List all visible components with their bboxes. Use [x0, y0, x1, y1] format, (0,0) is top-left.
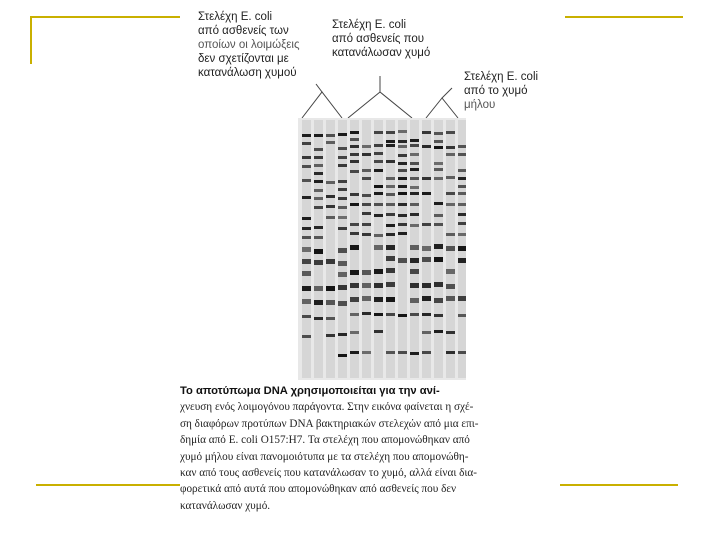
- bracket-left: [302, 92, 342, 118]
- gel-band: [302, 315, 311, 318]
- gel-band: [398, 223, 407, 226]
- gel-band: [374, 283, 383, 288]
- gel-band: [386, 213, 395, 216]
- gel-band: [458, 203, 466, 206]
- gel-band: [422, 283, 431, 288]
- gel-band: [434, 202, 443, 205]
- gel-band: [302, 142, 311, 145]
- gel-band: [410, 192, 419, 195]
- gel-band: [326, 259, 335, 264]
- gel-band: [374, 214, 383, 217]
- gel-band: [302, 196, 311, 199]
- gel-band: [374, 192, 383, 195]
- gel-band: [410, 162, 419, 165]
- gel-band: [446, 269, 455, 274]
- gel-band: [458, 213, 466, 216]
- gel-band: [398, 169, 407, 172]
- gel-band: [350, 170, 359, 173]
- gel-band: [410, 224, 419, 227]
- gel-band: [326, 216, 335, 219]
- gel-band: [314, 260, 323, 265]
- gel-band: [350, 160, 359, 163]
- gel-band: [302, 271, 311, 276]
- gel-band: [314, 134, 323, 137]
- gel-band: [350, 297, 359, 302]
- gel-band: [302, 335, 311, 338]
- gel-band: [422, 177, 431, 180]
- gel-band: [446, 351, 455, 354]
- gel-band: [350, 283, 359, 288]
- gel-band: [422, 257, 431, 262]
- gel-band: [338, 248, 347, 253]
- label-left-line-2: από ασθενείς των: [198, 25, 289, 37]
- gel-band: [386, 160, 395, 163]
- gel-band: [458, 314, 466, 317]
- gel-band: [410, 203, 419, 206]
- gel-band: [374, 297, 383, 302]
- gel-band: [302, 217, 311, 220]
- gel-electrophoresis-image: [298, 118, 466, 380]
- gel-band: [422, 145, 431, 148]
- gel-band: [314, 206, 323, 209]
- gel-lane: [362, 120, 371, 378]
- gel-band: [362, 283, 371, 288]
- gel-lane: [326, 120, 335, 378]
- top-left-rule: [30, 16, 180, 18]
- gel-band: [422, 246, 431, 251]
- gel-band: [410, 258, 419, 263]
- gel-band: [350, 223, 359, 226]
- bottom-right-rule: [560, 484, 678, 486]
- gel-band: [314, 226, 323, 229]
- gel-band: [458, 222, 466, 225]
- gel-band: [410, 168, 419, 171]
- gel-band: [302, 134, 311, 137]
- gel-band: [410, 313, 419, 316]
- gel-band: [458, 192, 466, 195]
- gel-band: [410, 352, 419, 355]
- gel-band: [386, 245, 395, 250]
- gel-bands: [298, 118, 466, 380]
- gel-band: [386, 268, 395, 273]
- gel-band: [326, 181, 335, 184]
- gel-band: [386, 131, 395, 134]
- gel-band: [302, 286, 311, 291]
- gel-band: [398, 192, 407, 195]
- gel-band: [434, 177, 443, 180]
- gel-band: [362, 177, 371, 180]
- gel-band: [410, 139, 419, 142]
- bracket-right: [426, 98, 458, 118]
- gel-band: [302, 179, 311, 182]
- gel-band: [458, 258, 466, 263]
- gel-band: [386, 193, 395, 196]
- gel-lane: [398, 120, 407, 378]
- gel-band: [410, 283, 419, 288]
- gel-band: [386, 282, 395, 287]
- gel-band: [446, 203, 455, 206]
- gel-band: [446, 233, 455, 236]
- caption-line-4: χυμό μήλου είναι πανομοιότυπα με τα στελέχη που απομονώθη-: [180, 450, 469, 463]
- label-right-line-3: μήλου: [464, 99, 496, 111]
- gel-band: [374, 144, 383, 147]
- bracket-middle: [348, 92, 412, 118]
- gel-band: [338, 216, 347, 219]
- gel-band: [374, 160, 383, 163]
- gel-band: [410, 177, 419, 180]
- gel-band: [458, 351, 466, 354]
- gel-band: [374, 152, 383, 155]
- gel-band: [434, 132, 443, 135]
- gel-band: [422, 131, 431, 134]
- top-left-bar: [30, 16, 32, 64]
- gel-band: [446, 131, 455, 134]
- gel-band: [302, 259, 311, 264]
- gel-band: [374, 313, 383, 316]
- gel-band: [338, 133, 347, 136]
- top-right-rule: [565, 16, 683, 18]
- gel-band: [302, 156, 311, 159]
- gel-band: [338, 147, 347, 150]
- caption-lead: Το αποτύπωμα DNA χρησιμοποιείται για την ανί-: [180, 385, 440, 397]
- gel-band: [410, 245, 419, 250]
- gel-band: [422, 296, 431, 301]
- gel-band: [362, 312, 371, 315]
- gel-band: [410, 153, 419, 156]
- gel-band: [314, 286, 323, 291]
- gel-band: [338, 354, 347, 357]
- gel-band: [314, 249, 323, 254]
- gel-band: [374, 131, 383, 134]
- dna-fingerprint-figure: [180, 0, 558, 540]
- gel-band: [362, 153, 371, 156]
- gel-band: [362, 351, 371, 354]
- gel-band: [314, 156, 323, 159]
- gel-band: [458, 296, 466, 301]
- gel-band: [386, 297, 395, 302]
- gel-band: [434, 298, 443, 303]
- gel-band: [350, 270, 359, 275]
- caption-line-1: χνευση ενός λοιμογόνου παράγοντα. Στην εικόνα φαίνεται η σχέ-: [180, 401, 474, 414]
- gel-band: [458, 246, 466, 251]
- gel-band: [350, 351, 359, 354]
- gel-band: [302, 236, 311, 239]
- caption-line-5: καν από τους ασθενείς που κατανάλωσαν το χυμό, αλλά είναι δια-: [180, 467, 477, 480]
- gel-band: [422, 192, 431, 195]
- gel-band: [350, 138, 359, 141]
- gel-band: [458, 177, 466, 180]
- gel-band: [350, 193, 359, 196]
- gel-band: [434, 282, 443, 287]
- label-middle-line-1: Στελέχη E. coli: [332, 19, 407, 31]
- gel-band: [386, 203, 395, 206]
- gel-band: [422, 331, 431, 334]
- gel-band: [326, 317, 335, 320]
- gel-band: [362, 169, 371, 172]
- gel-band: [362, 145, 371, 148]
- gel-band: [338, 261, 347, 266]
- gel-band: [398, 140, 407, 143]
- gel-band: [350, 331, 359, 334]
- gel-band: [386, 140, 395, 143]
- gel-band: [398, 351, 407, 354]
- gel-band: [422, 223, 431, 226]
- gel-band: [446, 246, 455, 251]
- gel-band: [422, 313, 431, 316]
- gel-band: [386, 144, 395, 147]
- gel-band: [314, 180, 323, 183]
- gel-band: [434, 244, 443, 249]
- gel-band: [386, 224, 395, 227]
- gel-band: [386, 177, 395, 180]
- gel-band: [314, 197, 323, 200]
- gel-band: [398, 185, 407, 188]
- gel-band: [410, 298, 419, 303]
- label-left-line-5: κατανάλωση χυμού: [198, 67, 297, 79]
- bracket-right-tail: [442, 88, 452, 98]
- gel-band: [446, 331, 455, 334]
- gel-band: [314, 148, 323, 151]
- gel-band: [338, 301, 347, 306]
- gel-band: [338, 156, 347, 159]
- bottom-left-rule: [36, 484, 180, 486]
- gel-band: [350, 245, 359, 250]
- gel-band: [458, 169, 466, 172]
- gel-band: [362, 203, 371, 206]
- gel-band: [434, 162, 443, 165]
- label-left-line-1: Στελέχη E. coli: [198, 11, 273, 23]
- gel-band: [434, 330, 443, 333]
- gel-band: [338, 272, 347, 277]
- gel-band: [326, 334, 335, 337]
- gel-band: [458, 145, 466, 148]
- label-right-line-1: Στελέχη E. coli: [464, 71, 539, 83]
- gel-band: [398, 232, 407, 235]
- gel-band: [374, 245, 383, 250]
- gel-band: [326, 134, 335, 137]
- gel-band: [386, 351, 395, 354]
- gel-band: [434, 140, 443, 143]
- gel-band: [362, 233, 371, 236]
- gel-band: [434, 223, 443, 226]
- gel-band: [446, 153, 455, 156]
- gel-band: [386, 233, 395, 236]
- gel-band: [314, 300, 323, 305]
- gel-band: [338, 227, 347, 230]
- gel-band: [398, 130, 407, 133]
- gel-band: [374, 185, 383, 188]
- gel-band: [386, 256, 395, 261]
- caption-line-6: φορετικά από αυτά που απομονώθηκαν από ασθενείς που δεν: [180, 483, 457, 496]
- gel-band: [326, 195, 335, 198]
- gel-band: [398, 162, 407, 165]
- gel-band: [446, 192, 455, 195]
- gel-band: [398, 154, 407, 157]
- figure-caption: [180, 383, 558, 514]
- gel-band: [302, 247, 311, 252]
- gel-band: [362, 296, 371, 301]
- gel-band: [446, 176, 455, 179]
- gel-band: [446, 146, 455, 149]
- bracket-left-tail: [316, 84, 322, 92]
- gel-band: [398, 314, 407, 317]
- gel-band: [326, 141, 335, 144]
- gel-band: [350, 313, 359, 316]
- gel-band: [326, 205, 335, 208]
- gel-band: [422, 351, 431, 354]
- gel-band: [398, 145, 407, 148]
- gel-band: [338, 188, 347, 191]
- gel-band: [350, 131, 359, 134]
- gel-band: [314, 317, 323, 320]
- gel-band: [338, 285, 347, 290]
- gel-band: [374, 234, 383, 237]
- caption-line-3: δημία από E. coli O157:H7. Τα στελέχη που απομονώθηκαν από: [180, 434, 470, 447]
- gel-band: [362, 212, 371, 215]
- gel-band: [302, 165, 311, 168]
- gel-band: [314, 164, 323, 167]
- gel-band: [362, 223, 371, 226]
- gel-band: [458, 153, 466, 156]
- caption-line-7: κατανάλωσαν χυμό.: [180, 499, 271, 512]
- gel-band: [434, 168, 443, 171]
- gel-band: [434, 314, 443, 317]
- gel-band: [446, 296, 455, 301]
- gel-band: [458, 233, 466, 236]
- gel-band: [350, 203, 359, 206]
- gel-band: [434, 146, 443, 149]
- gel-band: [386, 185, 395, 188]
- gel-band: [338, 206, 347, 209]
- gel-band: [350, 153, 359, 156]
- label-left-line-3: οποίων οι λοιμώξεις: [198, 39, 300, 51]
- gel-band: [326, 286, 335, 291]
- gel-band: [398, 258, 407, 263]
- gel-band: [410, 186, 419, 189]
- gel-band: [350, 232, 359, 235]
- gel-band: [314, 172, 323, 175]
- gel-band: [338, 164, 347, 167]
- gel-band: [446, 284, 455, 289]
- gel-band: [374, 269, 383, 274]
- gel-band: [302, 299, 311, 304]
- caption-line-2: ση διαφόρων προτύπων DNA βακτηριακών στελεχών από μια επι-: [180, 417, 479, 430]
- gel-band: [386, 313, 395, 316]
- gel-band: [338, 180, 347, 183]
- gel-band: [434, 257, 443, 262]
- gel-band: [398, 203, 407, 206]
- gel-band: [374, 203, 383, 206]
- gel-band: [362, 194, 371, 197]
- gel-band: [410, 144, 419, 147]
- gel-band: [326, 300, 335, 305]
- gel-band: [374, 169, 383, 172]
- gel-band: [398, 177, 407, 180]
- group-brackets: [180, 0, 558, 130]
- gel-band: [398, 214, 407, 217]
- label-middle-line-2: από ασθενείς που: [332, 33, 425, 45]
- gel-band: [458, 185, 466, 188]
- gel-band: [362, 270, 371, 275]
- gel-band: [314, 236, 323, 239]
- label-right-line-2: από το χυμό: [464, 85, 528, 97]
- gel-band: [374, 330, 383, 333]
- gel-band: [338, 333, 347, 336]
- gel-band: [314, 189, 323, 192]
- gel-band: [410, 213, 419, 216]
- gel-band: [410, 269, 419, 274]
- gel-band: [338, 197, 347, 200]
- label-middle-line-3: κατανάλωσαν χυμό: [332, 47, 431, 59]
- gel-band: [350, 145, 359, 148]
- gel-band: [434, 214, 443, 217]
- gel-band: [302, 227, 311, 230]
- label-left-line-4: δεν σχετίζονται με: [198, 53, 289, 65]
